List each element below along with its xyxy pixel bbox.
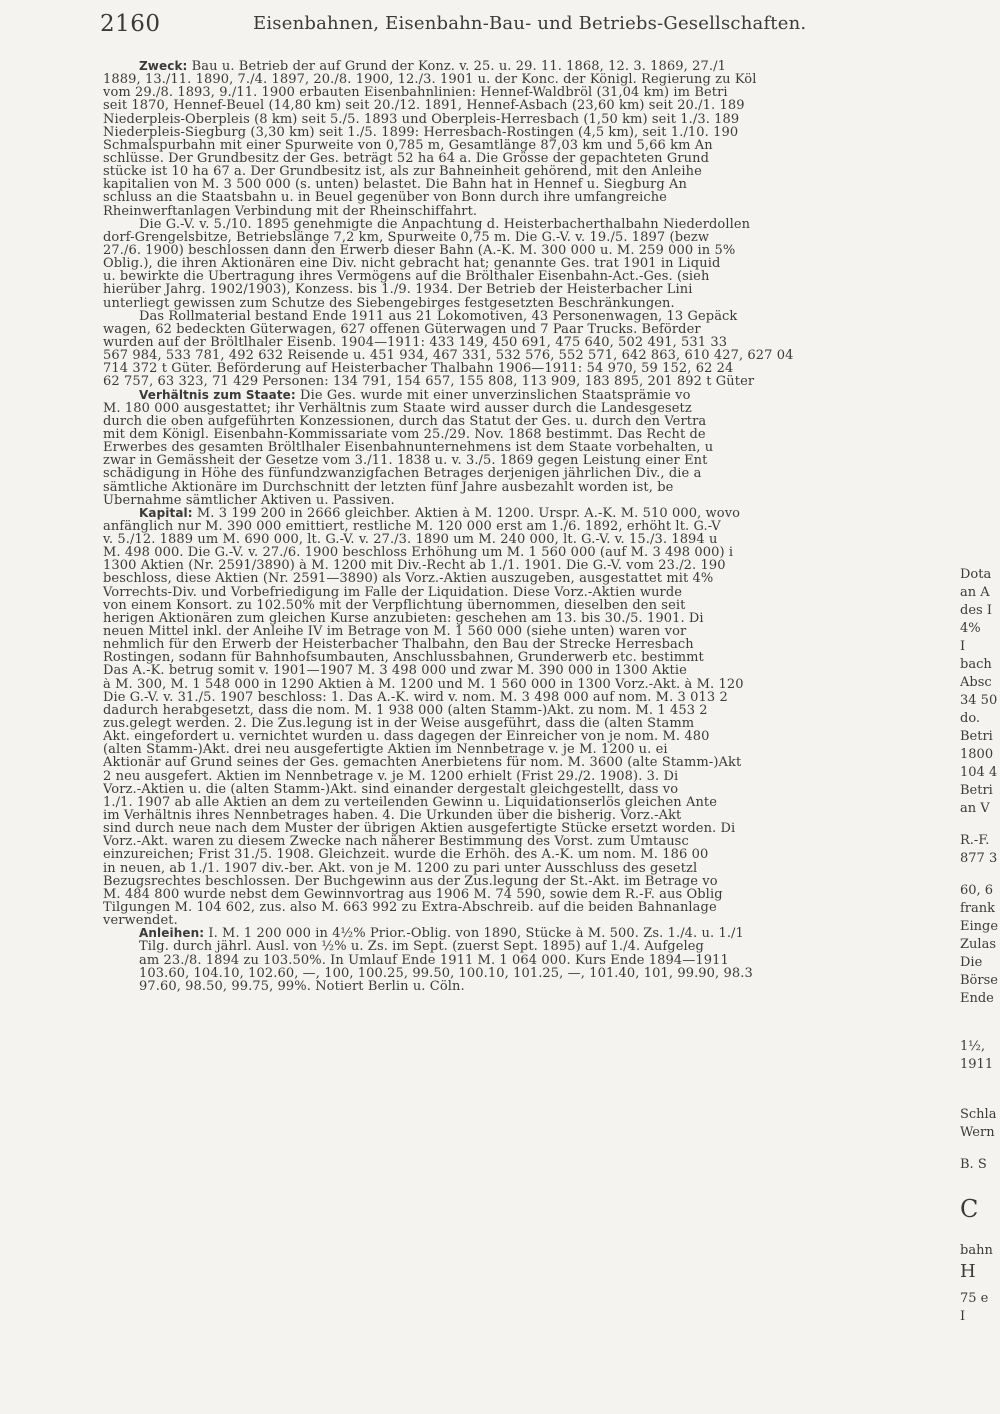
text-line xyxy=(103,467,960,480)
line-text: 1889, 13./11. 1890, 7./4. 1897, 20./8. 1900, 12./3. 1901 u. der Konc. der Königl. Regierung zu Köl xyxy=(103,73,757,87)
text-line xyxy=(103,441,960,454)
text-line xyxy=(103,99,960,112)
line-text: 1300 Aktien (Nr. 2591/3890) à M. 1200 mit Div.-Recht ab 1./1. 1901. Die G.-V. vom 23./2. 190 xyxy=(103,559,726,573)
text-line xyxy=(103,454,960,467)
margin-fragment: Schla xyxy=(960,1107,997,1122)
text-line xyxy=(103,572,960,585)
margin-fragment: B. S xyxy=(960,1157,987,1172)
text-line xyxy=(103,704,960,717)
margin-fragment: Die xyxy=(960,955,983,970)
line-text: Vorrechts-Div. und Vorbefriedigung im Falle der Liquidation. Diese Vorz.-Aktien wurde xyxy=(103,585,683,599)
text-line xyxy=(103,717,960,730)
text-line xyxy=(103,283,960,296)
text-line xyxy=(103,297,960,310)
line-text: wagen, 62 bedeckten Güterwagen, 627 offenen Güterwagen und 7 Paar Trucks. Beförder xyxy=(103,322,701,336)
margin-fragment: Wern xyxy=(960,1125,995,1140)
text-line xyxy=(103,678,960,691)
line-text: zwar in Gemässheit der Gesetze vom 3./11. 1838 u. v. 3./5. 1869 gegen Leistung einer Ent xyxy=(103,454,708,468)
line-text: Das A.-K. betrug somit v. 1901—1907 M. 3 498 000 und zwar M. 390 000 in 1300 Aktie xyxy=(103,664,687,678)
text-line xyxy=(103,257,960,270)
text-line xyxy=(103,559,960,572)
text-line xyxy=(103,323,960,336)
text-line xyxy=(103,165,960,178)
text-line xyxy=(103,783,960,796)
section-heading: Kapital: xyxy=(139,506,193,520)
line-text: unterliegt gewissen zum Schutze des Siebengebirges festgesetzten Beschränkungen. xyxy=(103,296,675,310)
text-line xyxy=(103,862,960,875)
line-text: Niederpleis-Oberpleis (8 km) seit 5./5. 1893 und Oberpleis-Herresbach (1,50 km) seit 1./3. 189 xyxy=(103,112,740,126)
line-text: schädigung in Höhe des fünfundzwanzigfachen Betrages derjenigen jährlichen Div., die a xyxy=(103,467,702,481)
text-line xyxy=(103,664,960,677)
line-text: Bau u. Betrieb der auf Grund der Konz. v. 25. u. 29. 11. 1868, 12. 3. 1869, 27./1 xyxy=(187,60,726,74)
line-text: 103.60, 104.10, 102.60, —, 100, 100.25, 99.50, 100.10, 101.25, —, 101.40, 101, 99.90, 98.3 xyxy=(139,966,753,980)
text-line xyxy=(103,599,960,612)
margin-fragment: bahn xyxy=(960,1243,993,1258)
line-text: durch die oben aufgeführten Konzessionen, durch das Statut der Ges. u. durch den Vertra xyxy=(103,414,707,428)
margin-fragment: Ende xyxy=(960,991,994,1006)
text-line xyxy=(103,967,960,980)
text-line xyxy=(103,586,960,599)
text-line xyxy=(103,796,960,809)
margin-fragment: bach xyxy=(960,657,992,672)
line-text: M. 3 199 200 in 2666 gleichber. Aktien à M. 1200. Urspr. A.-K. M. 510 000, wovo xyxy=(192,506,741,520)
text-line xyxy=(103,231,960,244)
text-line xyxy=(103,310,960,323)
margin-fragment: Betri xyxy=(960,783,993,798)
text-line xyxy=(103,901,960,914)
margin-fragment: Börse xyxy=(960,973,998,988)
line-text: M. 180 000 ausgestattet; ihr Verhältnis zum Staate wird ausser durch die Landesgesetz xyxy=(103,401,692,415)
line-text: Vorz.-Aktien u. die (alten Stamm-)Akt. sind einander dergestalt gleichgestellt, dass vo xyxy=(103,782,679,796)
line-text: seit 1870, Hennef-Beuel (14,80 km) seit 20./12. 1891, Hennef-Asbach (23,60 km) seit 20./1. 189 xyxy=(103,99,745,113)
line-text: zus.gelegt werden. 2. Die Zus.legung ist in der Weise ausgeführt, dass die (alten Stamm xyxy=(103,717,695,731)
text-line xyxy=(103,756,960,769)
line-text: I. M. 1 200 000 in 4½% Prior.-Oblig. von 1890, Stücke à M. 500. Zs. 1./4. u. 1./1 xyxy=(204,927,744,941)
line-text: von einem Konsort. zu 102.50% mit der Verpflichtung übernommen, dieselben den seit xyxy=(103,598,686,612)
margin-fragment: 1½, xyxy=(960,1039,986,1054)
section-heading: Verhältnis zum Staate: xyxy=(139,388,296,402)
text-line xyxy=(103,730,960,743)
margin-fragment: an A xyxy=(960,585,990,600)
margin-fragment: do. xyxy=(960,711,981,726)
line-text: (alten Stamm-)Akt. drei neu ausgefertigte Aktien im Nennbetrage v. je M. 1200 u. ei xyxy=(103,743,668,757)
line-text: 714 372 t Güter. Beförderung auf Heisterbacher Thalbahn 1906—1911: 54 970, 59 152, 62 24 xyxy=(103,362,734,376)
text-line xyxy=(103,86,960,99)
line-text: Die G.-V. v. 5./10. 1895 genehmigte die Anpachtung d. Heisterbacherthalbahn Niederdollen xyxy=(139,217,751,231)
text-line xyxy=(103,415,960,428)
line-text: dadurch herabgesetzt, dass die nom. M. 1 938 000 (alten Stamm-)Akt. zu nom. M. 1 453 2 xyxy=(103,703,708,718)
text-line xyxy=(103,835,960,848)
text-line xyxy=(103,940,960,953)
line-text: stücke ist 10 ha 67 a. Der Grundbesitz ist, als zur Bahneinheit gehörend, mit den Anleihe xyxy=(103,165,702,179)
line-text: 567 984, 533 781, 492 632 Reisende u. 451 934, 467 331, 532 576, 552 571, 642 863, 610 427, 627 04 xyxy=(103,349,794,363)
text-line xyxy=(103,402,960,415)
text-line xyxy=(103,888,960,901)
text-line xyxy=(103,389,960,402)
margin-fragment: 877 3 xyxy=(960,851,998,866)
margin-fragment: 60, 6 xyxy=(960,883,994,898)
text-line xyxy=(103,191,960,204)
line-text: Niederpleis-Siegburg (3,30 km) seit 1./5. 1899: Herresbach-Rostingen (4,5 km), seit 1./10. 190 xyxy=(103,125,739,139)
line-text: Aktionär auf Grund seines der Ges. gemachten Anerbietens für nom. M. 3600 (alte Stamm-)Akt xyxy=(103,756,742,770)
line-text: 1./1. 1907 ab alle Aktien an dem zu verteilenden Gewinn u. Liquidationserlös gleichen Ante xyxy=(103,795,718,810)
line-text: Die G.-V. v. 31./5. 1907 beschloss: 1. Das A.-K. wird v. nom. M. 3 498 000 auf nom. M. 3 013 2 xyxy=(103,690,728,704)
margin-fragment: frank xyxy=(960,901,996,916)
line-text: verwendet. xyxy=(103,914,178,928)
text-line xyxy=(103,336,960,349)
line-text: schluss an die Staatsbahn u. in Beuel gegenüber von Bonn durch ihre umfangreiche xyxy=(103,191,667,205)
text-line xyxy=(103,770,960,783)
line-text: Tilgungen M. 104 602, zus. also M. 663 992 zu Extra-Abschreib. auf die beiden Bahnanlage xyxy=(103,901,717,915)
section-heading: Zweck: xyxy=(139,60,188,73)
line-text: hierüber Jahrg. 1902/1903), Konzess. bis 1./9. 1934. Der Betrieb der Heisterbacher Lini xyxy=(103,283,693,297)
line-text: Das Rollmaterial bestand Ende 1911 aus 21 Lokomotiven, 43 Personenwagen, 13 Gepäck xyxy=(139,309,738,323)
line-text: Schmalspurbahn mit einer Spurweite von 0,785 m, Gesamtlänge 87,03 km und 5,66 km An xyxy=(103,138,713,152)
line-text: Rheinwerftanlagen Verbindung mit der Rheinschiffahrt. xyxy=(103,204,478,218)
line-text: kapitalien von M. 3 500 000 (s. unten) belastet. Die Bahn hat in Hennef u. Siegburg An xyxy=(103,178,687,192)
text-line xyxy=(103,60,960,73)
line-text: sämtliche Aktionäre im Durchschnitt der letzten fünf Jahre ausbezahlt worden ist, be xyxy=(103,480,674,494)
line-text: im Verhältnis ihres Nennbetrages haben. 4. Die Urkunden über die bisherig. Vorz.-Akt xyxy=(103,809,682,823)
text-line xyxy=(103,113,960,126)
line-text: Erwerbes des gesamten Bröltlhaler Eisenbahnunternehmens ist dem Staate vorbehalten, u xyxy=(103,441,714,455)
line-text: vom 29./8. 1893, 9./11. 1900 erbauten Eisenbahnlinien: Hennef-Waldbröl (31,04 km) im Betri xyxy=(103,86,728,100)
text-line xyxy=(103,848,960,861)
text-line xyxy=(103,362,960,375)
margin-fragment: Dota xyxy=(960,567,992,582)
line-text: mit dem Königl. Eisenbahn-Kommissariate vom 25./29. Nov. 1868 bestimmt. Das Recht de xyxy=(103,427,706,442)
line-text: Oblig.), die ihren Aktionären eine Div. nicht gebracht hat; genannte Ges. trat 1901 in Liquid xyxy=(103,257,721,271)
main-text-column xyxy=(103,60,960,993)
line-text: Die Ges. wurde mit einer unverzinslichen Staatsprämie vo xyxy=(295,388,691,402)
text-line xyxy=(103,533,960,546)
text-line xyxy=(103,218,960,231)
line-text: Tilg. durch jährl. Ausl. von ½% u. Zs. im Sept. (zuerst Sept. 1895) auf 1./4. Aufgeleg xyxy=(139,940,704,954)
line-text: Bezugsrechtes beschlossen. Der Buchgewinn aus der Zus.legung der St.-Akt. im Betrage vo xyxy=(103,874,718,888)
text-line xyxy=(103,822,960,835)
line-text: à M. 300, M. 1 548 000 in 1290 Aktien à M. 1200 und M. 1 560 000 in 1300 Vorz.-Akt. à M. 120 xyxy=(103,677,744,691)
line-text: dorf-Grengelsbitze, Betriebslänge 7,2 km, Spurweite 0,75 m. Die G.-V. v. 19./5. 1897 (bezw xyxy=(103,230,710,244)
text-line xyxy=(103,809,960,822)
margin-fragment: Betri xyxy=(960,729,993,744)
text-line xyxy=(103,638,960,651)
margin-fragment: Einge xyxy=(960,919,999,934)
line-text: sind durch neue nach dem Muster der übrigen Aktien ausgefertigte Stücke ersetzt worden. Di xyxy=(103,822,736,836)
line-text: nehmlich für den Erwerb der Heisterbacher Thalbahn, den Bau der Strecke Herresbach xyxy=(103,638,694,652)
line-text: Rostingen, sodann für Bahnhofsumbauten, Anschlussbahnen, Grunderwerb etc. bestimmt xyxy=(103,651,704,665)
line-text: anfänglich nur M. 390 000 emittiert, restliche M. 120 000 erst am 1./6. 1892, erhöht lt. G.-V xyxy=(103,519,721,534)
margin-fragment: I xyxy=(960,1309,966,1324)
line-text: 27./6. 1900) beschlossen dann den Erwerb dieser Bahn (A.-K. M. 300 000 u. M. 259 000 in 5% xyxy=(103,243,736,258)
line-text: u. bewirkte die Übertragung ihres Vermögens auf die Brölthaler Eisenbahn-Act.-Ges. (sieh xyxy=(103,270,710,284)
line-text: in neuen, ab 1./1. 1907 div.-ber. Akt. von je M. 1200 zu pari unter Ausschluss des gesetzl xyxy=(103,861,698,875)
line-text: neuen Mittel inkl. der Anleihe IV im Betrage von M. 1 560 000 (siehe unten) waren vor xyxy=(103,625,687,639)
line-text: M. 498 000. Die G.-V. v. 27./6. 1900 beschloss Erhöhung um M. 1 560 000 (auf M. 3 498 000) i xyxy=(103,546,734,560)
line-text: v. 5./12. 1889 um M. 690 000, lt. G.-V. v. 27./3. 1890 um M. 240 000, lt. G.-V. v. 15./3. 1894 u xyxy=(103,533,718,547)
text-line xyxy=(103,743,960,756)
text-line xyxy=(103,73,960,86)
line-text: Vorz.-Akt. waren zu diesem Zwecke nach näherer Bestimmung des Vorst. zum Umtausc xyxy=(103,835,689,849)
text-line xyxy=(103,546,960,559)
margin-fragment: Zulas xyxy=(960,937,996,952)
text-line xyxy=(103,428,960,441)
text-line xyxy=(103,126,960,139)
line-text: einzureichen; Frist 31./5. 1908. Gleichzeit. wurde die Erhöh. des A.-K. um nom. M. 186 00 xyxy=(103,848,709,862)
margin-fragment: 4% xyxy=(960,621,981,636)
text-line xyxy=(103,520,960,533)
line-text: Übernahme sämtlicher Aktiven u. Passiven. xyxy=(103,493,395,507)
text-line xyxy=(103,612,960,625)
text-line xyxy=(103,270,960,283)
text-line xyxy=(103,914,960,927)
text-line xyxy=(103,481,960,494)
text-line xyxy=(103,927,960,940)
line-text: Akt. eingefordert u. vernichtet wurden u. dass dagegen der Einreicher von je nom. M. 480 xyxy=(103,730,710,744)
line-text: herigen Aktionären zum gleichen Kurse anzubieten: geschehen am 13. bis 30./5. 1901. Di xyxy=(103,611,704,626)
line-text: am 23./8. 1894 zu 103.50%. In Umlauf Ende 1911 M. 1 064 000. Kurs Ende 1894—1911 xyxy=(139,953,729,967)
text-line xyxy=(103,244,960,257)
text-line xyxy=(103,691,960,704)
text-line xyxy=(103,980,960,993)
text-line xyxy=(103,507,960,520)
line-text: 97.60, 98.50, 99.75, 99%. Notiert Berlin u. Cöln. xyxy=(139,979,465,993)
margin-fragment: 1911 xyxy=(960,1057,994,1072)
margin-fragment: 1800 xyxy=(960,747,994,762)
line-text: beschloss, diese Aktien (Nr. 2591—3890) als Vorz.-Aktien auszugeben, ausgestattet mit 4% xyxy=(103,572,714,586)
text-line xyxy=(103,494,960,507)
margin-fragment: an V xyxy=(960,801,990,816)
margin-fragment: 34 50 xyxy=(960,693,998,708)
margin-fragment: H xyxy=(960,1262,976,1282)
line-text: 2 neu ausgefert. Aktien im Nennbetrage v. je M. 1200 erhielt (Frist 29./2. 1908). 3. Di xyxy=(103,769,679,783)
text-line xyxy=(103,152,960,165)
text-line xyxy=(103,178,960,191)
text-line xyxy=(103,205,960,218)
margin-fragment: I xyxy=(960,639,966,654)
line-text: schlüsse. Der Grundbesitz der Ges. beträgt 52 ha 64 a. Die Grösse der gepachteten Grund xyxy=(103,151,710,166)
running-head: Eisenbahnen, Eisenbahn-Bau- und Betriebs-Gesellschaften. xyxy=(253,13,807,34)
margin-fragment: R.-F. xyxy=(960,833,990,848)
line-text: M. 484 800 wurde nebst dem Gewinnvortrag aus 1906 M. 74 590, sowie dem R.-F. aus Oblig xyxy=(103,887,723,901)
text-line xyxy=(103,625,960,638)
text-line xyxy=(103,139,960,152)
line-text: 62 757, 63 323, 71 429 Personen: 134 791, 154 657, 155 808, 113 909, 183 895, 201 892 t Güter xyxy=(103,375,755,389)
text-line xyxy=(103,349,960,362)
section-heading: Anleihen: xyxy=(139,927,205,941)
margin-fragment: 75 e xyxy=(960,1291,989,1306)
page-number: 2160 xyxy=(100,11,161,37)
margin-fragment: Absc xyxy=(960,675,992,690)
margin-fragment: 104 4 xyxy=(960,765,998,780)
text-line xyxy=(103,875,960,888)
margin-fragment: C xyxy=(960,1196,979,1222)
margin-fragment: des I xyxy=(960,603,992,618)
text-line xyxy=(103,954,960,967)
text-line xyxy=(103,375,960,388)
line-text: wurden auf der Bröltlhaler Eisenb. 1904—1911: 433 149, 450 691, 475 640, 502 491, 531 33 xyxy=(103,335,728,350)
text-line xyxy=(103,651,960,664)
